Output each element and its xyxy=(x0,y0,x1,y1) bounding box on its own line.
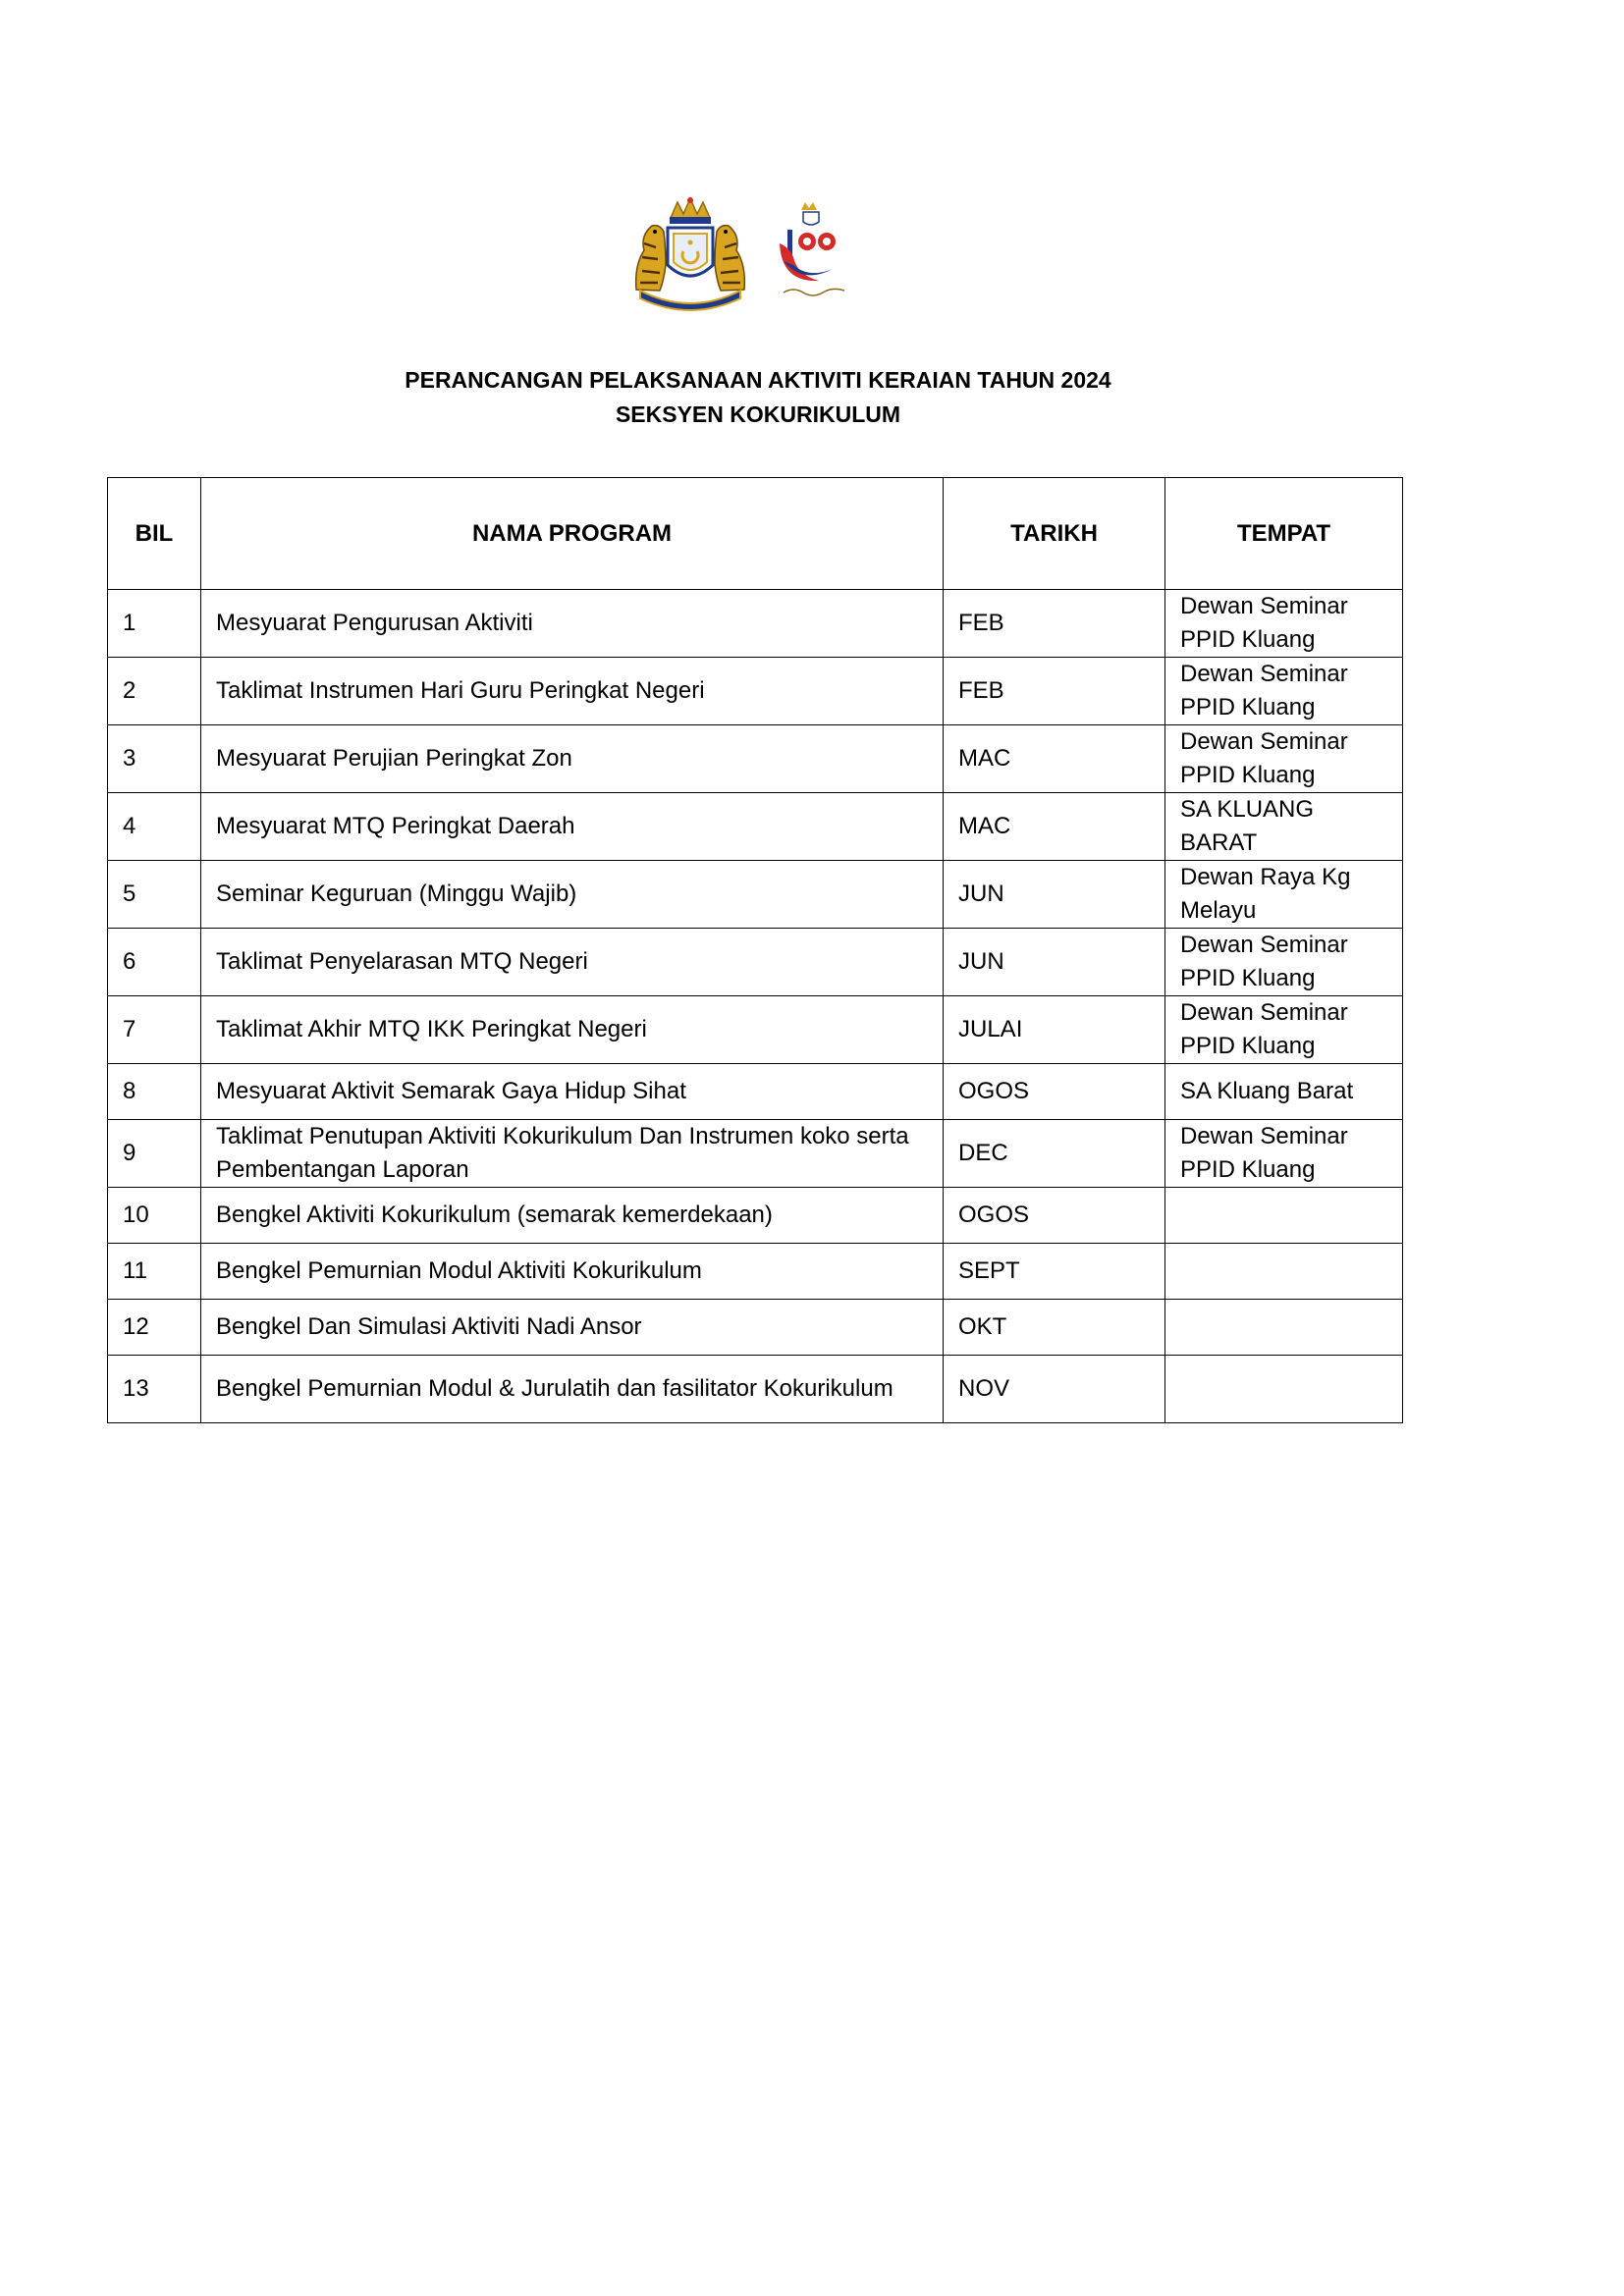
cell-tempat: SA KLUANG BARAT xyxy=(1165,793,1403,861)
header-tarikh: TARIKH xyxy=(944,478,1165,590)
cell-bil: 1 xyxy=(108,590,201,658)
document-title xyxy=(295,363,1221,432)
cell-tempat: SA Kluang Barat xyxy=(1165,1064,1403,1120)
cell-nama-program: Bengkel Pemurnian Modul Aktiviti Kokurikulum xyxy=(201,1244,944,1300)
header-nama-program: NAMA PROGRAM xyxy=(201,478,944,590)
table-row xyxy=(108,793,1403,861)
cell-bil: 4 xyxy=(108,793,201,861)
cell-tempat: Dewan Seminar PPID Kluang xyxy=(1165,658,1403,725)
cell-tarikh: OGOS xyxy=(944,1064,1165,1120)
table-row xyxy=(108,1300,1403,1356)
cell-tarikh: MAC xyxy=(944,725,1165,793)
cell-nama-program: Taklimat Instrumen Hari Guru Peringkat Negeri xyxy=(201,658,944,725)
title-line-2: SEKSYEN KOKURIKULUM xyxy=(615,401,901,427)
cell-tempat: Dewan Seminar PPID Kluang xyxy=(1165,725,1403,793)
johor-crest-icon xyxy=(626,196,754,312)
cell-nama-program: Mesyuarat Aktivit Semarak Gaya Hidup Sihat xyxy=(201,1064,944,1120)
cell-tempat xyxy=(1165,1356,1403,1423)
cell-tempat: Dewan Raya Kg Melayu xyxy=(1165,861,1403,929)
table-row xyxy=(108,1064,1403,1120)
table-row xyxy=(108,590,1403,658)
cell-tarikh: NOV xyxy=(944,1356,1165,1423)
cell-nama-program: Mesyuarat MTQ Peringkat Daerah xyxy=(201,793,944,861)
cell-bil: 3 xyxy=(108,725,201,793)
header-bil: BIL xyxy=(108,478,201,590)
cell-bil: 7 xyxy=(108,996,201,1064)
cell-tarikh: DEC xyxy=(944,1120,1165,1188)
cell-nama-program: Mesyuarat Pengurusan Aktiviti xyxy=(201,590,944,658)
cell-tempat xyxy=(1165,1300,1403,1356)
table-row xyxy=(108,725,1403,793)
cell-nama-program: Taklimat Akhir MTQ IKK Peringkat Negeri xyxy=(201,996,944,1064)
table-row xyxy=(108,929,1403,996)
cell-bil: 2 xyxy=(108,658,201,725)
cell-bil: 9 xyxy=(108,1120,201,1188)
cell-tempat: Dewan Seminar PPID Kluang xyxy=(1165,1120,1403,1188)
cell-bil: 5 xyxy=(108,861,201,929)
cell-tempat: Dewan Seminar PPID Kluang xyxy=(1165,996,1403,1064)
cell-tarikh: JUN xyxy=(944,929,1165,996)
cell-bil: 6 xyxy=(108,929,201,996)
cell-tarikh: JULAI xyxy=(944,996,1165,1064)
cell-tempat: Dewan Seminar PPID Kluang xyxy=(1165,590,1403,658)
cell-bil: 11 xyxy=(108,1244,201,1300)
cell-tarikh: FEB xyxy=(944,590,1165,658)
cell-nama-program: Bengkel Aktiviti Kokurikulum (semarak kemerdekaan) xyxy=(201,1188,944,1244)
cell-tempat: Dewan Seminar PPID Kluang xyxy=(1165,929,1403,996)
cell-nama-program: Bengkel Pemurnian Modul & Jurulatih dan fasilitator Kokurikulum xyxy=(201,1356,944,1423)
cell-tarikh: SEPT xyxy=(944,1244,1165,1300)
cell-tempat xyxy=(1165,1188,1403,1244)
cell-bil: 8 xyxy=(108,1064,201,1120)
cell-bil: 10 xyxy=(108,1188,201,1244)
cell-tarikh: OKT xyxy=(944,1300,1165,1356)
table-row xyxy=(108,658,1403,725)
cell-tarikh: FEB xyxy=(944,658,1165,725)
cell-nama-program: Taklimat Penyelarasan MTQ Negeri xyxy=(201,929,944,996)
table-row xyxy=(108,861,1403,929)
centenary-100-icon xyxy=(764,200,858,302)
table-row xyxy=(108,1244,1403,1300)
header-tempat: TEMPAT xyxy=(1165,478,1403,590)
table-header-row xyxy=(108,478,1403,590)
header-logos xyxy=(626,196,862,314)
activity-plan-table xyxy=(107,477,1403,1423)
title-line-1: PERANCANGAN PELAKSANAAN AKTIVITI KERAIAN TAHUN 2024 xyxy=(405,367,1111,393)
table-row xyxy=(108,1356,1403,1423)
cell-nama-program: Taklimat Penutupan Aktiviti Kokurikulum Dan Instrumen koko serta Pembentangan Laporan xyxy=(201,1120,944,1188)
table-row xyxy=(108,1188,1403,1244)
cell-tarikh: JUN xyxy=(944,861,1165,929)
cell-nama-program: Bengkel Dan Simulasi Aktiviti Nadi Ansor xyxy=(201,1300,944,1356)
cell-tarikh: MAC xyxy=(944,793,1165,861)
cell-nama-program: Seminar Keguruan (Minggu Wajib) xyxy=(201,861,944,929)
table-row xyxy=(108,996,1403,1064)
cell-bil: 12 xyxy=(108,1300,201,1356)
cell-tempat xyxy=(1165,1244,1403,1300)
table-row xyxy=(108,1120,1403,1188)
cell-tarikh: OGOS xyxy=(944,1188,1165,1244)
cell-nama-program: Mesyuarat Perujian Peringkat Zon xyxy=(201,725,944,793)
cell-bil: 13 xyxy=(108,1356,201,1423)
